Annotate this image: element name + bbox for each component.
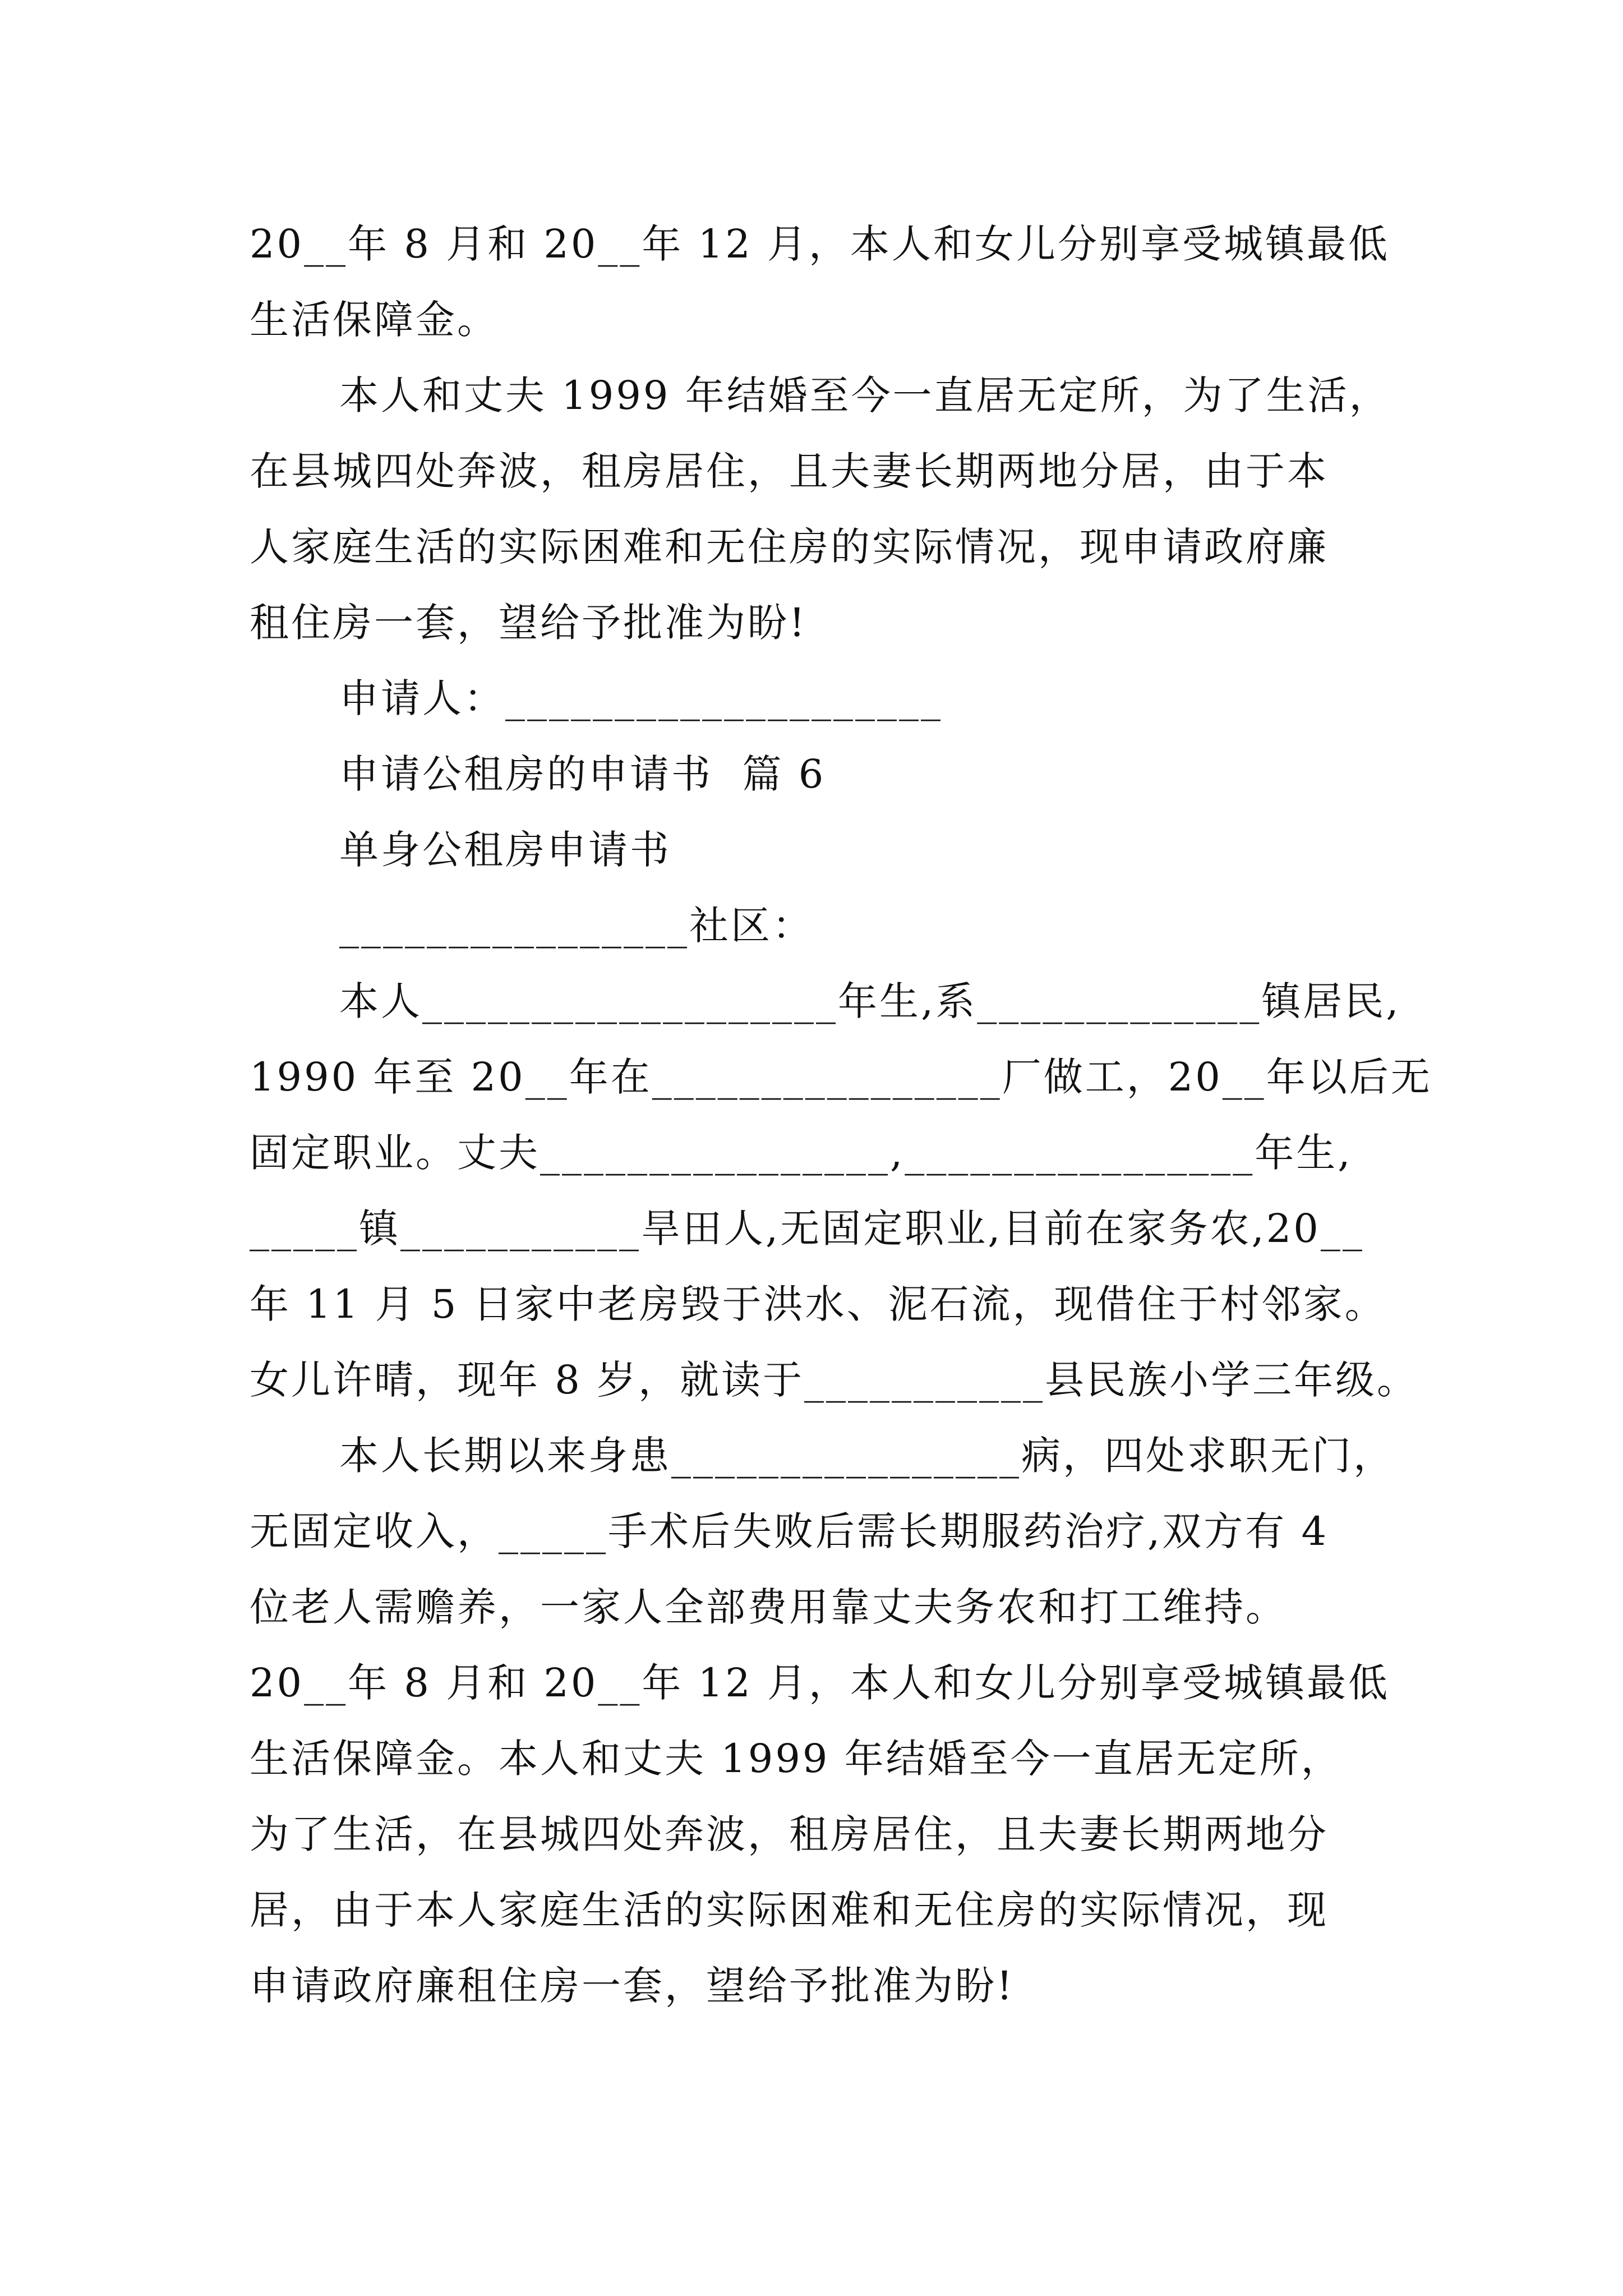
text-line-21: 生活保障金。本人和丈夫 1999 年结婚至今一直居无定所，: [250, 1736, 1343, 1782]
text-line-2: 生活保障金。: [250, 297, 499, 343]
section-heading: 申请公租房的申请书 篇 6: [339, 751, 826, 797]
text-line-16: 女儿许晴，现年 8 岁，就读于___________县民族小学三年级。: [250, 1357, 1419, 1403]
text-line-14: _____镇___________旱田人,无固定职业,目前在家务农,20__: [250, 1205, 1364, 1251]
text-line-17: 本人长期以来身患________________病，四处求职无门，: [339, 1433, 1395, 1479]
text-line-22: 为了生活，在县城四处奔波，租房居住，且夫妻长期两地分: [250, 1811, 1329, 1857]
text-line-5: 人家庭生活的实际困难和无住房的实际情况，现申请政府廉: [250, 524, 1329, 570]
text-line-15: 年 11 月 5 日家中老房毁于洪水、泥石流，现借住于村邻家。: [250, 1281, 1386, 1327]
text-line-23: 居，由于本人家庭生活的实际困难和无住房的实际情况，现: [250, 1887, 1329, 1933]
text-line-19: 位老人需赡养，一家人全部费用靠丈夫务农和打工维持。: [250, 1584, 1287, 1630]
text-line-24: 申请政府廉租住房一套，望给予批准为盼!: [250, 1963, 1015, 2009]
document-title: 单身公租房申请书: [339, 827, 671, 873]
text-line-12: 1990 年至 20__年在________________厂做工，20__年以后无: [250, 1054, 1432, 1100]
text-line-3: 本人和丈夫 1999 年结婚至今一直居无定所，为了生活，: [339, 372, 1391, 418]
salutation-line: ________________社区：: [339, 903, 814, 949]
text-line-11: 本人___________________年生,系_____________镇居民,: [339, 978, 1401, 1024]
text-line-18: 无固定收入，_____手术后失败后需长期服药治疗,双方有 4: [250, 1508, 1329, 1554]
text-line-1: 20__年 8 月和 20__年 12 月，本人和女儿分别享受城镇最低: [250, 221, 1390, 267]
text-line-20: 20__年 8 月和 20__年 12 月，本人和女儿分别享受城镇最低: [250, 1660, 1390, 1706]
text-line-13: 固定职业。丈夫________________,________________年生,: [250, 1130, 1353, 1176]
text-line-6: 租住房一套，望给予批准为盼!: [250, 600, 808, 646]
applicant-signature-line: 申请人：____________________: [339, 675, 943, 721]
text-line-4: 在县城四处奔波，租房居住，且夫妻长期两地分居，由于本: [250, 448, 1329, 494]
